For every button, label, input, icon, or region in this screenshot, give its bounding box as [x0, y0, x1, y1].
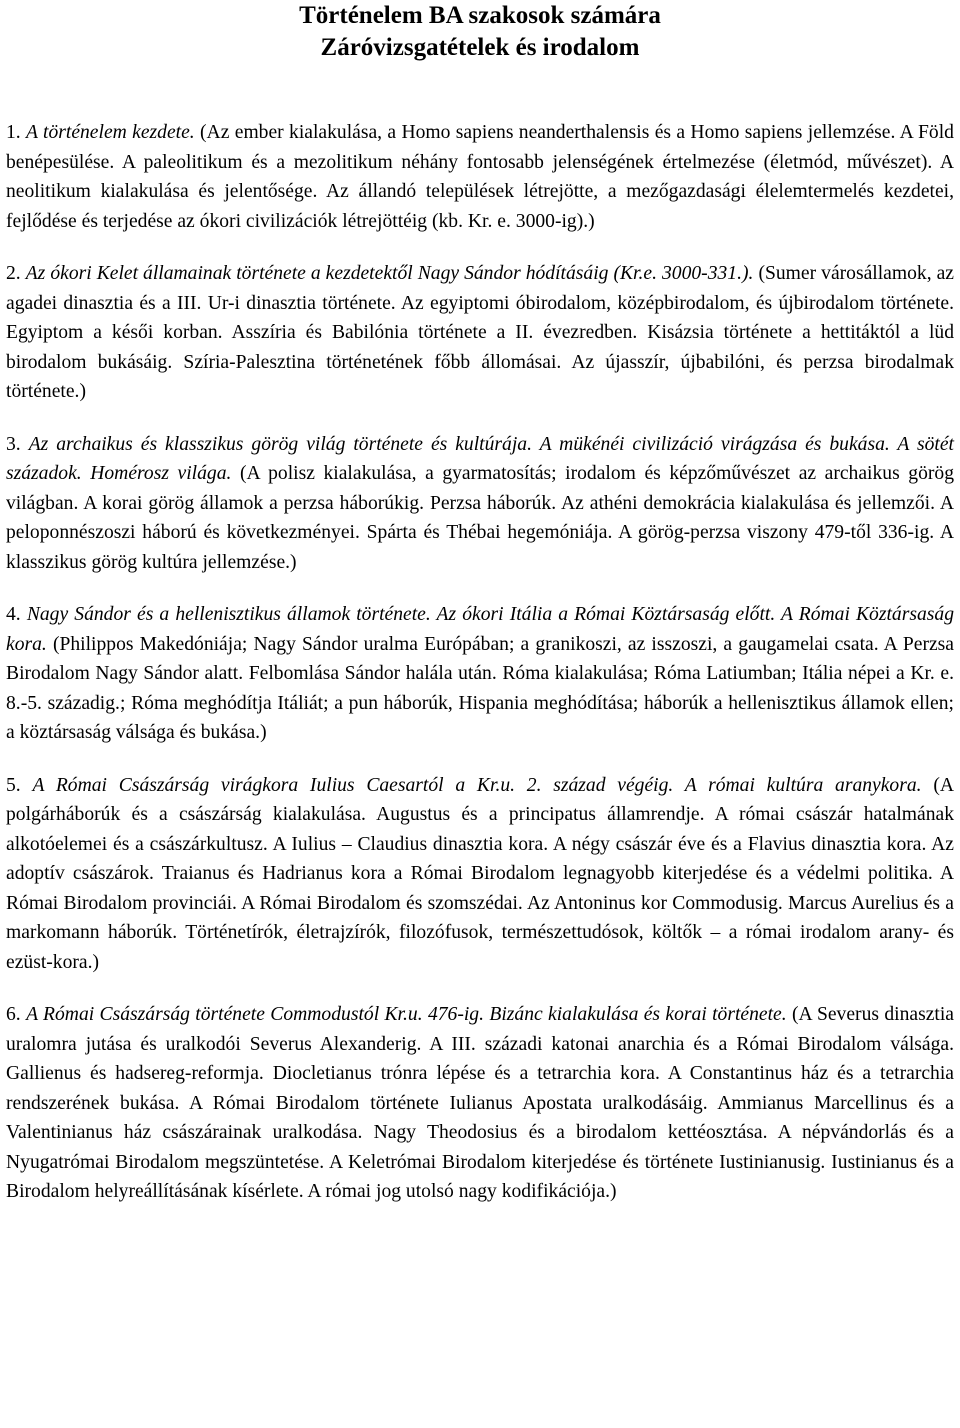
exam-topic-1: [6, 118, 954, 236]
exam-topic-4: [6, 600, 954, 748]
topic-details: (Philippos Makedóniája; Nagy Sándor uralma Európában; a granikoszi, az isszoszi, a gaugamelai csata. A Perzsa Birodalom Nagy Sándor alatt. Felbomlása Sándor halála után. Róma kialakulása; Róma Latiumban; Itália népei a Kr. e. 8.-5. századig.; Róma meghódítja Itáliát; a pun háborúk, Hispania meghódítása; háborúk a hellenisztikus államok ellen; a köztársaság válsága és bukása.): [6, 633, 954, 743]
topic-number: 3.: [6, 433, 21, 455]
topic-title: A Római Császárság virágkora Iulius Caesartól a Kr.u. 2. század végéig. A római kultúra aranykora.: [32, 774, 922, 796]
topic-number: 1.: [6, 122, 21, 143]
topic-title: Az archaikus és klasszikus görög világ története és kultúrája. A mükénéi civilizáció virágzása és bukása. A sötét századok. Homérosz világa.: [6, 433, 955, 484]
topic-details: (A polisz kialakulása, a gyarmatosítás; irodalom és képzőművészet az archaikus görög világban. A korai görög államok a perzsa háborúkig. Perzsa háborúk. Az athéni demokrácia kialakulása és jellemzői. A peloponnészoszi háború és következményei. Spárta és Thébai hegemóniája. A görög-perzsa viszony 479-től 336-ig. A klasszikus görög kultúra jellemzése.): [6, 463, 954, 573]
topic-number: 5.: [6, 774, 21, 796]
topic-title: Nagy Sándor és a hellenisztikus államok története. Az ókori Itália a Római Köztársaság előtt. A Római Köztársaság kora.: [6, 604, 954, 655]
topic-number: 6.: [6, 1004, 21, 1025]
exam-topic-2: [6, 259, 954, 407]
topic-details: (Az ember kialakulása, a Homo sapiens neanderthalensis és a Homo sapiens jellemzése. A Föld benépesülése. A paleolitikum és a mezolitikum néhány fontosabb jelenségének értelmezése (életmód, művészet). A neolitikum kialakulása és jelentősége. Az állandó települések létrejötte, a mezőgazdasági élelemtermelés kezdetei, fejlődése és terjedése az ókori civilizációk létrejöttéig (kb. Kr. e. 3000-ig).): [6, 122, 954, 232]
topic-number: 2.: [6, 263, 21, 284]
topic-details: (Sumer városállamok, az agadei dinasztia és a III. Ur-i dinasztia története. Az egyiptomi óbirodalom, középbirodalom, és újbirodalom története. Egyiptom a késői korban. Asszíria és Babilónia története a II. évezredben. Kisázsia története a hettitáktól a lüd birodalom bukásáig. Szíria-Palesztina történetének főbb állomásai. Az újasszír, újbabilóni, és perzsa birodalmak története.): [6, 263, 954, 402]
topic-title: A Római Császárság története Commodustól Kr.u. 476-ig. Bizánc kialakulása és korai története.: [26, 1004, 787, 1025]
topic-details: (A Severus dinasztia uralomra jutása és uralkodói Severus Alexanderig. A III. századi katonai anarchia és a Római Birodalom válsága. Gallienus és hadsereg-reformja. Diocletianus trónra lépése és a tetrarchia kora. A Constantinus ház és a tetrarchia rendszerének bukása. A Római Birodalom története Iulianus Apostata uralkodásáig. Ammianus Marcellinus és a Valentinianus ház császárainak uralkodása. Nagy Theodosius és a birodalom kettéosztása. A népvándorlás és a Nyugatrómai Birodalom megszüntetése. A Keletrómai Birodalom kiterjedése és története Iustinianusig. Iustinianus és a Birodalom helyreállításának kísérlete. A római jog utolsó nagy kodifikációja.): [6, 1004, 954, 1202]
topic-title: Az ókori Kelet államainak története a kezdetektől Nagy Sándor hódításáig (Kr.e. 3000-331.).: [25, 263, 754, 284]
title-block: [6, 0, 954, 64]
page-title: Történelem BA szakosok számára: [299, 2, 661, 29]
topic-number: 4.: [6, 604, 21, 625]
topic-details: (A polgárháborúk és a császárság kialakulása. Augustus és a principatus államrendje. A római császár hatalmának alkotóelemei és a császárkultusz. A Iulius – Claudius dinasztia kora. A négy császár éve és a Flavius dinasztia kora. Az adoptív császárok. Traianus és Hadrianus kora a Római Birodalom legnagyobb kiterjedése és a védelmi politika. A Római Birodalom provinciái. A Római Birodalom és szomszédai. Az Antoninus kor Commodusig. Marcus Aurelius és a markomann háborúk. Történetírók, életrajzírók, filozófusok, természettudósok, költők – a római irodalom arany- és ezüst-kora.): [6, 774, 954, 973]
exam-topic-3: [6, 430, 954, 578]
exam-topic-6: [6, 1000, 954, 1207]
topic-title: A történelem kezdete.: [26, 122, 195, 143]
exam-topic-5: [6, 771, 954, 978]
page-subtitle: Záróvizsgatételek és irodalom: [320, 34, 640, 61]
